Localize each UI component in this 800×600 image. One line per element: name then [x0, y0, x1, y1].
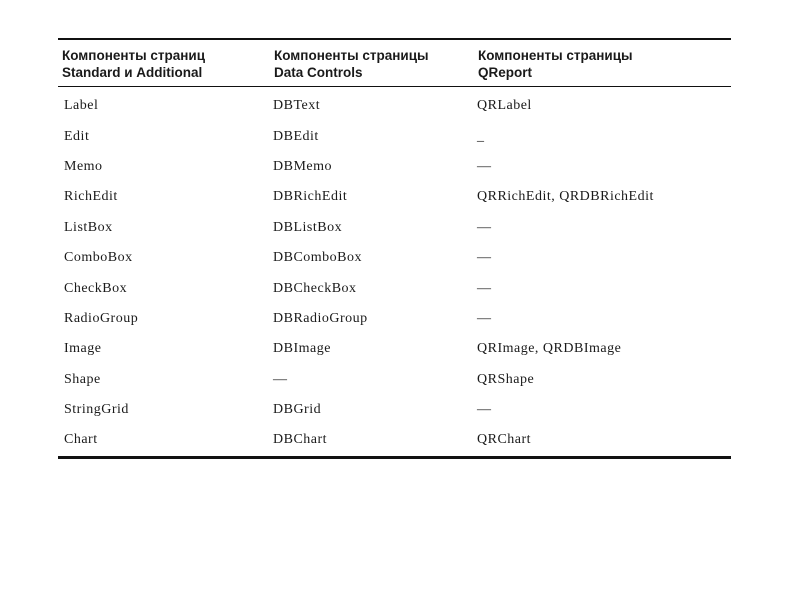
table-row [58, 152, 731, 182]
cell-standard-component: ListBox [64, 219, 113, 235]
cell-standard-component: Edit [64, 128, 90, 144]
cell-data-controls-component: DBListBox [273, 219, 343, 235]
table-row [58, 304, 731, 334]
table-row [58, 395, 731, 425]
table-row [58, 182, 731, 212]
cell-standard-component: StringGrid [64, 402, 129, 418]
cell-qreport-component: — [477, 310, 492, 326]
cell-standard-component: Memo [64, 158, 103, 174]
cell-data-controls-component: DBChart [273, 432, 328, 448]
components-table [58, 40, 731, 456]
table-row [58, 87, 731, 121]
cell-standard-component: ComboBox [64, 250, 133, 266]
cell-data-controls-component: DBComboBox [273, 250, 363, 266]
cell-qreport-component: — [477, 280, 492, 296]
components-table-container [58, 38, 731, 459]
cell-data-controls-component: DBRadioGroup [273, 310, 368, 326]
cell-qreport-component: — [477, 402, 492, 418]
cell-qreport-component: QRChart [477, 432, 532, 448]
cell-standard-component: CheckBox [64, 280, 128, 296]
table-bottom-rule [58, 456, 731, 459]
header-data-controls: Компоненты страницы Data Controls [274, 48, 429, 80]
cell-standard-component: Image [64, 341, 102, 357]
table-row [58, 243, 731, 273]
cell-qreport-component: QRLabel [477, 98, 532, 114]
cell-qreport-component: QRImage, QRDBImage [477, 341, 622, 357]
header-standard-additional: Компоненты страниц Standard и Additional [62, 48, 206, 80]
cell-data-controls-component: DBMemo [273, 158, 332, 174]
cell-standard-component: Label [64, 98, 99, 114]
table-row [58, 213, 731, 243]
table-row [58, 121, 731, 151]
cell-data-controls-component: DBText [273, 98, 321, 114]
cell-data-controls-component: DBCheckBox [273, 280, 357, 296]
header-qreport: Компоненты страницы QReport [478, 48, 633, 80]
cell-data-controls-component: DBRichEdit [273, 189, 348, 205]
table-row [58, 425, 731, 455]
cell-qreport-component: QRShape [477, 371, 535, 387]
table-row [58, 273, 731, 303]
header-row [58, 40, 731, 86]
cell-qreport-component: — [477, 250, 492, 266]
cell-qreport-component: — [477, 158, 492, 174]
cell-qreport-component: QRRichEdit, QRDBRichEdit [477, 189, 654, 205]
cell-qreport-component: _ [477, 128, 485, 144]
table-row [58, 365, 731, 395]
cell-standard-component: RichEdit [64, 189, 118, 205]
table-row [58, 334, 731, 364]
cell-qreport-component: — [477, 219, 492, 235]
cell-data-controls-component: DBImage [273, 341, 331, 357]
cell-data-controls-component: DBGrid [273, 402, 322, 418]
cell-standard-component: RadioGroup [64, 310, 139, 326]
cell-standard-component: Shape [64, 371, 101, 387]
cell-standard-component: Chart [64, 432, 98, 448]
cell-data-controls-component: DBEdit [273, 128, 319, 144]
cell-data-controls-component: — [273, 371, 288, 387]
